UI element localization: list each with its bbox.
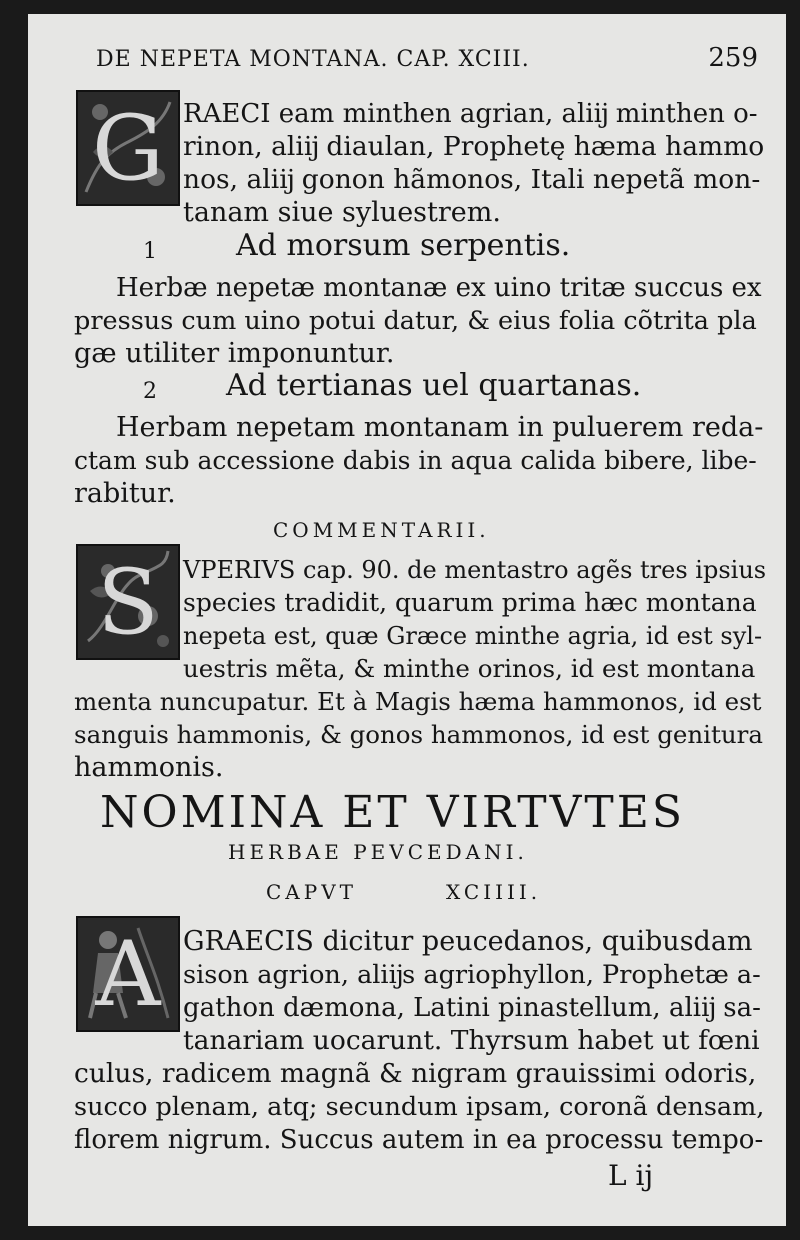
text-line: uestris mẽta, & minthe orinos, id est montana (183, 654, 756, 683)
initial-letter: A (95, 921, 161, 1027)
text-line: pressus cum uino potui datur, & eius folia cõtrita pla (74, 306, 757, 336)
text-line: VPERIVS cap. 90. de mentastro agẽs tres ipsius (183, 556, 767, 584)
text-line: succo plenam, atq; secundum ipsam, coronã densam, (74, 1092, 765, 1122)
remedy-number: 1 (143, 239, 157, 264)
text-line: species tradidit, quarum prima hæc montana (183, 588, 757, 617)
decorated-initial-s (76, 544, 180, 660)
text-line: tanam siue syluestrem. (183, 197, 501, 228)
text-line: nos, aliĳ gonon hãmonos, Itali nepetã mon- (183, 164, 761, 195)
book-page (28, 14, 786, 1226)
text-line: gathon dæmona, Latini pinastellum, aliĳ sa- (183, 993, 761, 1023)
text-line: rabitur. (74, 478, 176, 509)
text-line: sanguis hammonis, & gonos hammonos, id est genitura (74, 720, 763, 749)
text-line: ctam sub accessione dabis in aqua calida bibere, libe- (74, 446, 757, 475)
text-line: gæ utiliter imponuntur. (74, 338, 395, 369)
chapter-subtitle: HERBAE PEVCEDANI. (228, 840, 528, 864)
text-line: rinon, aliĳ diaulan, Prophetę hæma hammo (183, 131, 765, 162)
initial-letter: G (92, 95, 164, 201)
decorated-initial-a (76, 916, 180, 1032)
initial-letter: S (97, 549, 159, 655)
running-head: DE NEPETA MONTANA. CAP. XCIII. (96, 47, 530, 72)
remedy-number: 2 (143, 379, 157, 404)
decorated-initial-g (76, 90, 180, 206)
text-line: nepeta est, quæ Græce minthe agria, id est syl- (183, 622, 763, 650)
page-number: 259 (708, 43, 758, 73)
text-line: Herbæ nepetæ montanæ ex uino tritæ succus ex (116, 273, 762, 303)
text-line: tanariam uocarunt. Thyrsum habet ut fœni (183, 1025, 760, 1056)
text-line: Herbam nepetam montanam in puluerem reda- (116, 412, 764, 443)
remedy-heading: Ad tertianas uel quartanas. (226, 368, 642, 403)
caput-label: CAPVT (266, 880, 357, 904)
remedy-heading: Ad morsum serpentis. (236, 228, 571, 263)
text-line: sison agrion, aliĳs agriophyllon, Prophetæ a- (183, 960, 761, 990)
text-line: GRAECIS dicitur peucedanos, quibusdam (183, 926, 753, 957)
text-line: hammonis. (74, 752, 224, 783)
chapter-title: NOMINA ET VIRTVTES (100, 787, 685, 838)
text-line: florem nigrum. Succus autem in ea processu tempo- (74, 1125, 764, 1155)
text-line: menta nuncupatur. Et à Magis hæma hammonos, id est (74, 687, 762, 716)
section-heading: COMMENTARII. (273, 518, 490, 542)
caput-number: XCIIII. (446, 880, 542, 904)
text-line: culus, radicem magnã & nigram grauissimi odoris, (74, 1058, 757, 1089)
text-line: RAECI eam minthen agrian, aliĳ minthen o- (183, 99, 758, 129)
signature-mark: L ij (608, 1159, 654, 1192)
